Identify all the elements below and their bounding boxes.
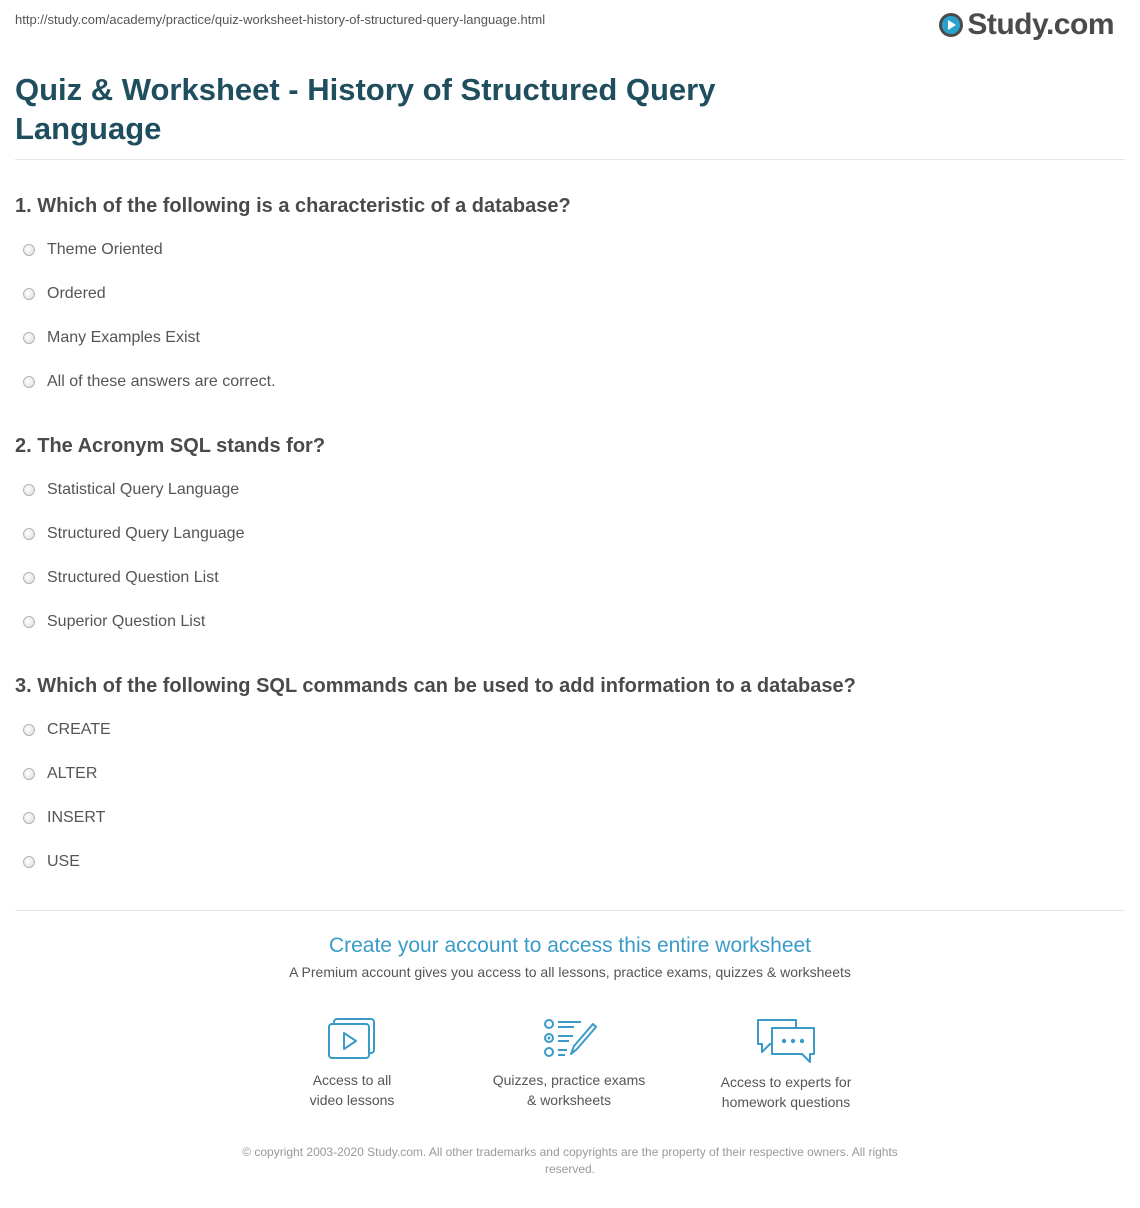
radio-button[interactable] [23,288,35,300]
radio-button[interactable] [23,332,35,344]
question-2 [15,434,325,644]
answer-option[interactable] [23,600,325,644]
answer-option[interactable] [23,512,325,556]
answer-label: ALTER [47,765,98,782]
answer-label: Structured Query Language [47,525,245,542]
answer-option[interactable] [23,360,571,404]
answer-label: Statistical Query Language [47,481,240,498]
question-text: 2. The Acronym SQL stands for? [15,435,326,457]
answer-option[interactable] [23,556,325,600]
feature-experts [686,1016,886,1112]
question-1 [15,194,571,404]
answer-label: Superior Question List [47,613,206,630]
radio-button[interactable] [23,812,35,824]
answer-label: CREATE [47,721,111,738]
answer-label: INSERT [47,809,106,826]
radio-button[interactable] [23,484,35,496]
answer-option[interactable] [23,228,571,272]
answer-option[interactable] [23,752,856,796]
study-logo[interactable] [939,8,1114,42]
question-3 [15,674,856,884]
feature-label: Access to experts for homework questions [720,1074,852,1110]
answer-label: Many Examples Exist [47,329,200,346]
radio-button[interactable] [23,528,35,540]
divider [15,910,1125,911]
feature-quizzes [469,1016,669,1110]
divider [15,159,1125,160]
page-title: Quiz & Worksheet - History of Structured Query Language [15,72,716,146]
answer-label: Theme Oriented [47,241,163,258]
cta-title-link[interactable]: Create your account to access this entire worksheet [328,934,812,957]
page-url: http://study.com/academy/practice/quiz-worksheet-history-of-structured-query-language.html [15,12,546,27]
radio-button[interactable] [23,244,35,256]
answer-label: USE [47,853,80,870]
answer-option[interactable] [23,796,856,840]
radio-button[interactable] [23,724,35,736]
feature-label: Access to all video lessons [309,1072,395,1108]
video-lessons-icon [326,1016,378,1062]
answer-option[interactable] [23,840,856,884]
play-logo-icon [939,13,963,37]
radio-button[interactable] [23,376,35,388]
question-text: 1. Which of the following is a characteristic of a database? [15,195,571,217]
answer-option[interactable] [23,708,856,752]
chat-experts-icon [754,1016,818,1064]
question-text: 3. Which of the following SQL commands can be used to add information to a database? [15,675,856,697]
cta-subtitle: A Premium account gives you access to all lessons, practice exams, quizzes & worksheets [289,964,851,980]
answer-option[interactable] [23,272,571,316]
feature-video-lessons [252,1016,452,1110]
premium-cta [0,934,1140,980]
copyright-notice: © copyright 2003-2020 Study.com. All other trademarks and copyrights are the property of their respective owners. All rights reserved. [242,1145,898,1176]
answer-label: All of these answers are correct. [47,373,276,390]
radio-button[interactable] [23,572,35,584]
quiz-checklist-icon [541,1016,597,1062]
answer-label: Structured Question List [47,569,219,586]
feature-label: Quizzes, practice exams & worksheets [492,1072,646,1108]
answer-option[interactable] [23,316,571,360]
logo-text: Study.com [967,8,1114,41]
radio-button[interactable] [23,856,35,868]
radio-button[interactable] [23,616,35,628]
answer-option[interactable] [23,468,325,512]
radio-button[interactable] [23,768,35,780]
answer-label: Ordered [47,285,106,302]
